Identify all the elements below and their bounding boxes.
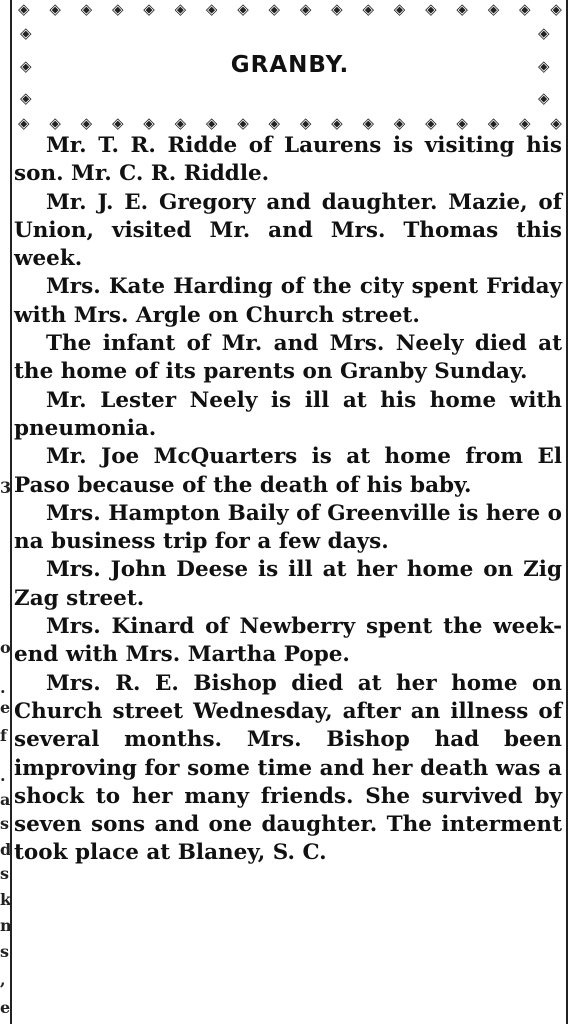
edge-fragment: .	[0, 678, 6, 697]
ornament-icon: ◈	[49, 114, 61, 132]
news-item: Mr. T. R. Ridde of Laurens is visiting his son. Mr. C. R. Riddle.	[14, 133, 562, 187]
ornament-icon: ◈	[487, 114, 500, 132]
edge-fragment: ,	[0, 970, 6, 989]
ornament-icon: ◈	[425, 0, 437, 18]
ornament-icon: ◈	[519, 114, 531, 132]
edge-fragment: e	[0, 998, 11, 1017]
ornament-icon: ◈	[550, 0, 562, 18]
news-item: Mrs. Kinard of Newberry spent the week-end with Mrs. Martha Pope.	[14, 614, 562, 668]
edge-fragment: e	[0, 698, 11, 717]
headline-ornament-box	[14, 0, 566, 140]
ornament-icon: ◈	[362, 114, 374, 132]
ornament-icon: ◈	[487, 0, 500, 18]
news-item: Mr. J. E. Gregory and daughter. Mazie, of Union, visited Mr. and Mrs. Thomas this week.	[14, 189, 562, 272]
news-item: The infant of Mr. and Mrs. Neely died at the home of its parents on Granby Sunday.	[14, 331, 562, 385]
ornament-icon: ◈	[299, 114, 312, 132]
ornament-icon: ◈	[550, 114, 562, 132]
ornament-icon: ◈	[18, 114, 30, 132]
adjacent-column-fragments	[0, 0, 10, 1024]
ornament-icon: ◈	[538, 24, 550, 42]
ornament-icon: ◈	[205, 114, 218, 132]
news-item: Mrs. R. E. Bishop died at her home on Church street Wednesday, after an illness of several months. Mrs. Bishop had been improving for some time and her death was a shock to her many friends. She survived by seven sons and one daughter. The interment took place at Blaney, S. C.	[14, 670, 562, 866]
edge-fragment: s	[0, 864, 10, 883]
ornament-border-top	[18, 2, 562, 17]
ornament-icon: ◈	[519, 0, 531, 18]
ornament-icon: ◈	[20, 56, 32, 75]
ornament-icon: ◈	[205, 0, 218, 18]
edge-fragment: .	[0, 766, 6, 785]
news-item: Mr. Joe McQuarters is at home from El Paso because of the death of his baby.	[14, 444, 562, 498]
ornament-icon: ◈	[299, 0, 312, 18]
ornament-icon: ◈	[268, 114, 281, 132]
ornament-icon: ◈	[237, 0, 249, 18]
right-column-rule	[566, 0, 568, 1024]
ornament-icon: ◈	[80, 114, 93, 132]
edge-fragment: s	[0, 814, 10, 833]
ornament-icon: ◈	[143, 114, 155, 132]
ornament-icon: ◈	[174, 0, 187, 18]
news-item: Mrs. John Deese is ill at her home on Zig Zag street.	[14, 557, 562, 611]
ornament-icon: ◈	[18, 0, 30, 18]
ornament-icon: ◈	[20, 89, 32, 107]
edge-fragment: o	[0, 638, 11, 657]
ornament-icon: ◈	[362, 0, 374, 18]
ornament-icon: ◈	[538, 89, 550, 107]
article-body	[14, 132, 562, 868]
ornament-icon: ◈	[237, 114, 249, 132]
ornament-icon: ◈	[456, 114, 468, 132]
ornament-icon: ◈	[111, 114, 124, 132]
edge-fragment: n	[0, 916, 12, 935]
edge-fragment: 3	[0, 478, 12, 497]
ornament-icon: ◈	[143, 0, 155, 18]
edge-fragment: s	[0, 942, 10, 961]
ornament-icon: ◈	[331, 0, 343, 18]
ornament-icon: ◈	[393, 0, 406, 18]
ornament-icon: ◈	[80, 0, 93, 18]
ornament-icon: ◈	[331, 114, 343, 132]
news-item: Mr. Lester Neely is ill at his home with pneumonia.	[14, 387, 562, 441]
ornament-border-bottom	[18, 116, 562, 131]
edge-fragment: k	[0, 890, 12, 909]
ornament-icon: ◈	[20, 24, 32, 42]
headline: GRANBY.	[230, 52, 350, 78]
edge-fragment: d	[0, 840, 12, 859]
edge-fragment: a	[0, 790, 11, 809]
ornament-icon: ◈	[111, 0, 124, 18]
ornament-icon: ◈	[49, 0, 61, 18]
ornament-icon: ◈	[538, 56, 550, 75]
ornament-icon: ◈	[456, 0, 468, 18]
news-item: Mrs. Kate Harding of the city spent Friday with Mrs. Argle on Church street.	[14, 274, 562, 328]
ornament-icon: ◈	[268, 0, 281, 18]
edge-fragment: f	[0, 726, 7, 745]
left-column-rule	[10, 0, 12, 1024]
ornament-icon: ◈	[174, 114, 187, 132]
ornament-icon: ◈	[425, 114, 437, 132]
ornament-icon: ◈	[393, 114, 406, 132]
news-column	[14, 0, 566, 1024]
news-item: Mrs. Hampton Baily of Greenville is here o na business trip for a few days.	[14, 500, 562, 555]
